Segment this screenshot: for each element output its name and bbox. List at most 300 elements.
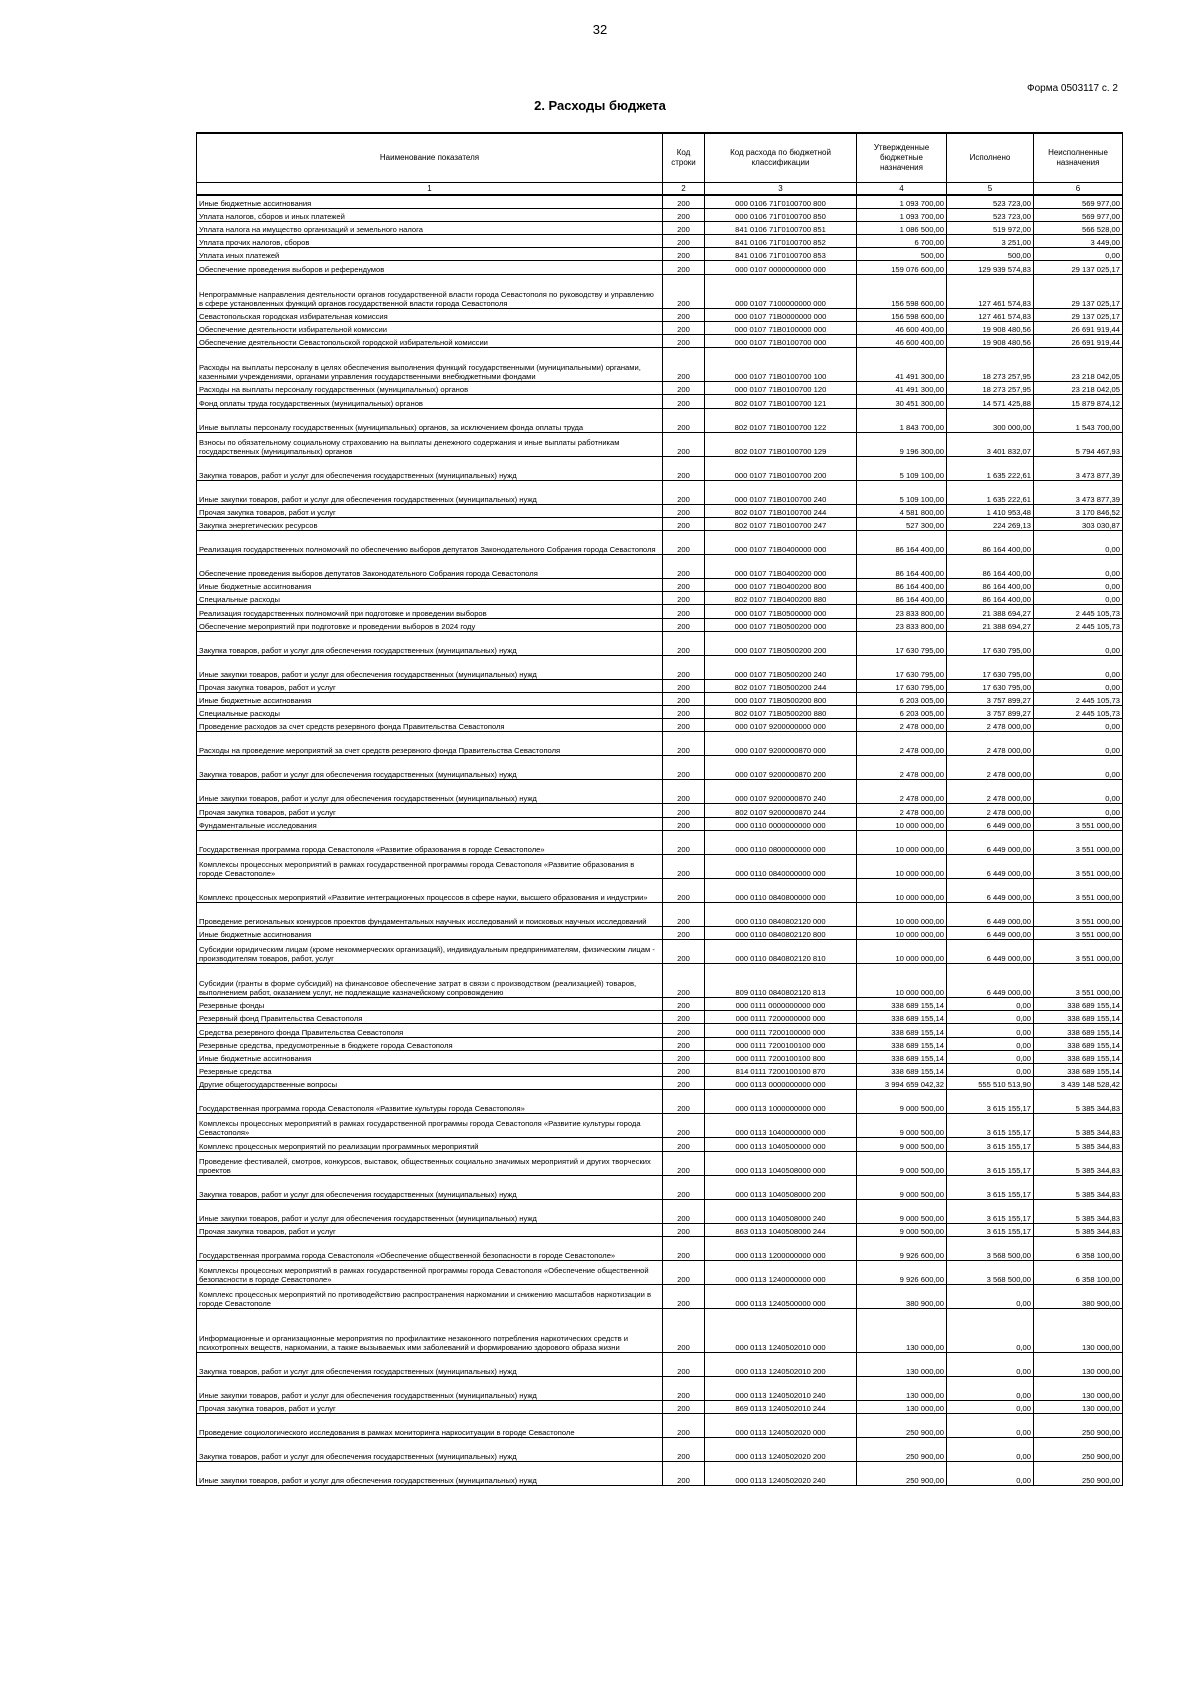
row-line-code: 200 [663,679,705,692]
row-executed: 0,00 [947,1050,1034,1063]
row-name: Реализация государственных полномочий при подготовке и проведении выборов [197,605,663,618]
row-name: Иные бюджетные ассигнования [197,926,663,939]
row-budget-code: 000 0113 1240502010 200 [705,1352,857,1376]
row-name: Непрограммные направления деятельности органов государственной власти города Севастополя по руководству и управлению в сфере установленных функций органов государственной власти города Севастополя [197,274,663,308]
row-line-code: 200 [663,1077,705,1090]
row-remaining: 6 358 100,00 [1034,1260,1123,1284]
row-budget-code: 000 0107 9200000870 200 [705,756,857,780]
row-line-code: 200 [663,308,705,321]
row-remaining: 338 689 155,14 [1034,1024,1123,1037]
row-executed: 3 615 155,17 [947,1199,1034,1223]
row-executed: 6 449 000,00 [947,940,1034,964]
row-budget-code: 000 0113 1000000000 000 [705,1090,857,1114]
row-budget-code: 802 0107 71В0100700 121 [705,395,857,408]
row-executed: 3 615 155,17 [947,1114,1034,1138]
row-approved: 10 000 000,00 [857,926,947,939]
row-budget-code: 000 0111 7200000000 000 [705,1011,857,1024]
row-line-code: 200 [663,854,705,878]
row-executed: 18 273 257,95 [947,382,1034,395]
row-line-code: 200 [663,1090,705,1114]
row-executed: 6 449 000,00 [947,830,1034,854]
row-approved: 130 000,00 [857,1308,947,1352]
row-executed: 3 757 899,27 [947,692,1034,705]
row-line-code: 200 [663,804,705,817]
row-budget-code: 000 0106 71Г0100700 850 [705,208,857,221]
row-executed: 0,00 [947,1308,1034,1352]
page-title: 2. Расходы бюджета [534,98,666,113]
row-approved: 86 164 400,00 [857,530,947,554]
table-row [197,1175,1123,1199]
row-executed: 0,00 [947,1400,1034,1413]
table-row [197,902,1123,926]
table-row [197,1308,1123,1352]
row-budget-code: 869 0113 1240502010 244 [705,1400,857,1413]
row-budget-code: 000 0110 0840802120 000 [705,902,857,926]
row-executed: 1 635 222,61 [947,480,1034,504]
table-row [197,208,1123,221]
row-name: Фундаментальные исследования [197,817,663,830]
row-remaining: 0,00 [1034,679,1123,692]
row-budget-code: 000 0107 71В0500200 200 [705,631,857,655]
table-row [197,605,1123,618]
row-approved: 338 689 155,14 [857,1050,947,1063]
row-budget-code: 841 0106 71Г0100700 853 [705,248,857,261]
row-remaining: 0,00 [1034,756,1123,780]
table-row [197,1223,1123,1236]
table-row [197,274,1123,308]
row-approved: 30 451 300,00 [857,395,947,408]
row-remaining: 3 551 000,00 [1034,878,1123,902]
row-approved: 527 300,00 [857,517,947,530]
row-name: Проведение социологического исследования в рамках мониторинга наркоситуации в городе Севастополе [197,1413,663,1437]
row-line-code: 200 [663,1437,705,1461]
column-number: 2 [663,183,705,196]
table-row [197,719,1123,732]
row-remaining: 5 385 344,83 [1034,1223,1123,1236]
row-name: Уплата прочих налогов, сборов [197,235,663,248]
row-executed: 17 630 795,00 [947,655,1034,679]
row-remaining: 130 000,00 [1034,1308,1123,1352]
row-remaining: 1 543 700,00 [1034,408,1123,432]
row-budget-code: 000 0106 71Г0100700 800 [705,195,857,208]
table-row [197,830,1123,854]
row-executed: 86 164 400,00 [947,554,1034,578]
expenses-table [196,132,1123,1486]
row-remaining: 338 689 155,14 [1034,998,1123,1011]
row-budget-code: 802 0107 71В0100700 129 [705,432,857,456]
table-row [197,1011,1123,1024]
row-remaining: 338 689 155,14 [1034,1011,1123,1024]
table-row [197,221,1123,234]
row-remaining: 3 551 000,00 [1034,964,1123,998]
table-row [197,804,1123,817]
row-line-code: 200 [663,456,705,480]
row-approved: 1 086 500,00 [857,221,947,234]
table-row [197,261,1123,274]
row-executed: 6 449 000,00 [947,926,1034,939]
row-approved: 130 000,00 [857,1400,947,1413]
table-row [197,321,1123,334]
row-name: Севастопольская городская избирательная комиссия [197,308,663,321]
row-line-code: 200 [663,554,705,578]
row-approved: 9 000 500,00 [857,1114,947,1138]
table-row [197,578,1123,591]
row-approved: 159 076 600,00 [857,261,947,274]
row-line-code: 200 [663,248,705,261]
row-executed: 0,00 [947,1376,1034,1400]
row-approved: 500,00 [857,248,947,261]
row-remaining: 5 385 344,83 [1034,1199,1123,1223]
row-budget-code: 000 0110 0800000000 000 [705,830,857,854]
row-executed: 2 478 000,00 [947,780,1034,804]
row-budget-code: 000 0113 1240500000 000 [705,1284,857,1308]
row-approved: 130 000,00 [857,1376,947,1400]
row-remaining: 338 689 155,14 [1034,1063,1123,1076]
row-remaining: 5 385 344,83 [1034,1090,1123,1114]
row-remaining: 29 137 025,17 [1034,274,1123,308]
table-row [197,732,1123,756]
row-name: Проведение региональных конкурсов проектов фундаментальных научных исследований и поисковых научных исследований [197,902,663,926]
row-approved: 1 093 700,00 [857,195,947,208]
table-row [197,1063,1123,1076]
table-row [197,248,1123,261]
table-row [197,631,1123,655]
row-line-code: 200 [663,719,705,732]
row-executed: 300 000,00 [947,408,1034,432]
row-remaining: 3 439 148 528,42 [1034,1077,1123,1090]
row-name: Резервные средства, предусмотренные в бюджете города Севастополя [197,1037,663,1050]
row-remaining: 130 000,00 [1034,1352,1123,1376]
row-approved: 2 478 000,00 [857,804,947,817]
row-approved: 9 000 500,00 [857,1138,947,1151]
row-name: Прочая закупка товаров, работ и услуг [197,504,663,517]
row-name: Расходы на проведение мероприятий за счет средств резервного фонда Правительства Севастополя [197,732,663,756]
row-budget-code: 000 0107 71В0100700 120 [705,382,857,395]
table-row [197,706,1123,719]
row-name: Иные выплаты персоналу государственных (муниципальных) органов, за исключением фонда оплаты труда [197,408,663,432]
row-line-code: 200 [663,1461,705,1485]
row-remaining: 3 551 000,00 [1034,854,1123,878]
row-remaining: 0,00 [1034,530,1123,554]
row-executed: 19 908 480,56 [947,335,1034,348]
table-row [197,1037,1123,1050]
row-budget-code: 000 0107 9200000870 240 [705,780,857,804]
row-executed: 19 908 480,56 [947,321,1034,334]
row-remaining: 0,00 [1034,554,1123,578]
row-executed: 0,00 [947,1437,1034,1461]
row-name: Обеспечение деятельности избирательной комиссии [197,321,663,334]
row-budget-code: 809 0110 0840802120 813 [705,964,857,998]
row-name: Государственная программа города Севастополя «Обеспечение общественной безопасности в городе Севастополе» [197,1236,663,1260]
row-budget-code: 000 0107 71В0000000 000 [705,308,857,321]
row-name: Иные закупки товаров, работ и услуг для обеспечения государственных (муниципальных) нужд [197,1376,663,1400]
row-approved: 86 164 400,00 [857,592,947,605]
row-remaining: 3 170 846,52 [1034,504,1123,517]
row-approved: 10 000 000,00 [857,940,947,964]
row-approved: 9 000 500,00 [857,1199,947,1223]
row-executed: 3 615 155,17 [947,1090,1034,1114]
row-remaining: 0,00 [1034,719,1123,732]
column-number: 5 [947,183,1034,196]
row-remaining: 380 900,00 [1034,1284,1123,1308]
row-budget-code: 802 0107 71В0400200 880 [705,592,857,605]
column-header-budget-code: Код расхода по бюджетной классификации [705,133,857,183]
table-row [197,817,1123,830]
row-line-code: 200 [663,878,705,902]
row-remaining: 5 385 344,83 [1034,1138,1123,1151]
row-name: Обеспечение мероприятий при подготовке и проведении выборов в 2024 году [197,618,663,631]
row-executed: 0,00 [947,1011,1034,1024]
row-budget-code: 841 0106 71Г0100700 851 [705,221,857,234]
row-line-code: 200 [663,1199,705,1223]
row-budget-code: 000 0107 7100000000 000 [705,274,857,308]
table-row [197,692,1123,705]
row-budget-code: 000 0107 71В0500200 240 [705,655,857,679]
row-name: Субсидии (гранты в форме субсидий) на финансовое обеспечение затрат в связи с производством (реализацией) товаров, выполнением работ, оказанием услуг, не подлежащие казначейскому сопровождению [197,964,663,998]
row-approved: 338 689 155,14 [857,1037,947,1050]
row-approved: 17 630 795,00 [857,655,947,679]
row-approved: 9 196 300,00 [857,432,947,456]
row-approved: 17 630 795,00 [857,679,947,692]
table-row [197,1376,1123,1400]
row-approved: 130 000,00 [857,1352,947,1376]
expenses-table-wrapper [196,132,1122,1486]
column-header-name: Наименование показателя [197,133,663,183]
row-budget-code: 000 0110 0840000000 000 [705,854,857,878]
table-row [197,348,1123,382]
table-body [197,195,1123,1485]
row-remaining: 250 900,00 [1034,1437,1123,1461]
row-line-code: 200 [663,756,705,780]
row-budget-code: 802 0107 71В0100700 247 [705,517,857,530]
row-executed: 1 635 222,61 [947,456,1034,480]
row-line-code: 200 [663,348,705,382]
row-executed: 17 630 795,00 [947,631,1034,655]
table-row [197,1461,1123,1485]
row-approved: 1 093 700,00 [857,208,947,221]
row-remaining: 0,00 [1034,780,1123,804]
row-remaining: 0,00 [1034,592,1123,605]
row-line-code: 200 [663,1024,705,1037]
table-row [197,998,1123,1011]
row-budget-code: 000 0110 0840802120 800 [705,926,857,939]
row-executed: 21 388 694,27 [947,605,1034,618]
row-budget-code: 000 0107 71В0100000 000 [705,321,857,334]
table-row [197,456,1123,480]
row-line-code: 200 [663,631,705,655]
row-budget-code: 000 0110 0840800000 000 [705,878,857,902]
row-name: Комплекс процессных мероприятий по реализации программных мероприятий [197,1138,663,1151]
row-name: Закупка товаров, работ и услуг для обеспечения государственных (муниципальных) нужд [197,1437,663,1461]
row-budget-code: 000 0113 1240502020 200 [705,1437,857,1461]
row-name: Комплекс процессных мероприятий «Развитие интеграционных процессов в сфере науки, высшего образования и индустрии» [197,878,663,902]
row-remaining: 0,00 [1034,631,1123,655]
row-executed: 0,00 [947,998,1034,1011]
table-row [197,1413,1123,1437]
row-remaining: 3 449,00 [1034,235,1123,248]
row-line-code: 200 [663,321,705,334]
row-budget-code: 000 0107 71В0100700 200 [705,456,857,480]
row-name: Комплексы процессных мероприятий в рамках государственной программы города Севастополя «Обеспечение общественной безопасности в городе Севастополе» [197,1260,663,1284]
table-row [197,1114,1123,1138]
row-executed: 3 251,00 [947,235,1034,248]
table-row [197,964,1123,998]
row-name: Резервные средства [197,1063,663,1076]
row-approved: 86 164 400,00 [857,554,947,578]
row-remaining: 23 218 042,05 [1034,382,1123,395]
row-approved: 1 843 700,00 [857,408,947,432]
column-number: 4 [857,183,947,196]
row-approved: 338 689 155,14 [857,998,947,1011]
row-remaining: 6 358 100,00 [1034,1236,1123,1260]
row-line-code: 200 [663,1413,705,1437]
row-remaining: 0,00 [1034,732,1123,756]
row-executed: 3 568 500,00 [947,1236,1034,1260]
row-line-code: 200 [663,480,705,504]
row-approved: 9 000 500,00 [857,1151,947,1175]
row-approved: 6 203 005,00 [857,706,947,719]
row-budget-code: 000 0111 7200100000 000 [705,1024,857,1037]
row-remaining: 5 794 467,93 [1034,432,1123,456]
row-executed: 0,00 [947,1284,1034,1308]
table-row [197,1077,1123,1090]
row-line-code: 200 [663,1284,705,1308]
row-approved: 17 630 795,00 [857,631,947,655]
row-remaining: 3 551 000,00 [1034,817,1123,830]
column-header-approved: Утвержденные бюджетные назначения [857,133,947,183]
row-budget-code: 000 0107 71В0100700 100 [705,348,857,382]
row-name: Уплата налогов, сборов и иных платежей [197,208,663,221]
row-executed: 3 615 155,17 [947,1151,1034,1175]
table-row [197,480,1123,504]
row-name: Взносы по обязательному социальному страхованию на выплаты денежного содержания и иные выплаты работникам государственных (муниципальных) органов [197,432,663,456]
row-budget-code: 802 0107 71В0500200 244 [705,679,857,692]
row-approved: 2 478 000,00 [857,780,947,804]
column-number: 3 [705,183,857,196]
row-line-code: 200 [663,926,705,939]
table-row [197,878,1123,902]
row-name: Закупка товаров, работ и услуг для обеспечения государственных (муниципальных) нужд [197,631,663,655]
table-row [197,530,1123,554]
table-row [197,926,1123,939]
row-budget-code: 000 0113 1240502010 000 [705,1308,857,1352]
row-approved: 250 900,00 [857,1413,947,1437]
row-executed: 127 461 574,83 [947,308,1034,321]
row-name: Государственная программа города Севастополя «Развитие культуры города Севастополя» [197,1090,663,1114]
row-executed: 2 478 000,00 [947,756,1034,780]
table-row [197,1024,1123,1037]
table-row [197,432,1123,456]
row-line-code: 200 [663,261,705,274]
row-executed: 3 615 155,17 [947,1138,1034,1151]
row-line-code: 200 [663,902,705,926]
row-executed: 17 630 795,00 [947,679,1034,692]
row-remaining: 0,00 [1034,804,1123,817]
row-executed: 2 478 000,00 [947,804,1034,817]
row-line-code: 200 [663,830,705,854]
row-executed: 0,00 [947,1024,1034,1037]
row-approved: 9 000 500,00 [857,1090,947,1114]
row-name: Другие общегосударственные вопросы [197,1077,663,1090]
row-budget-code: 000 0107 71В0500200 800 [705,692,857,705]
row-name: Специальные расходы [197,592,663,605]
table-row [197,1400,1123,1413]
row-approved: 9 926 600,00 [857,1260,947,1284]
table-row [197,195,1123,208]
row-name: Расходы на выплаты персоналу государственных (муниципальных) органов [197,382,663,395]
row-executed: 224 269,13 [947,517,1034,530]
row-name: Иные бюджетные ассигнования [197,692,663,705]
table-row [197,1138,1123,1151]
row-line-code: 200 [663,1352,705,1376]
table-row [197,308,1123,321]
row-name: Резервные фонды [197,998,663,1011]
row-approved: 41 491 300,00 [857,348,947,382]
row-remaining: 3 551 000,00 [1034,940,1123,964]
row-line-code: 200 [663,1011,705,1024]
row-approved: 10 000 000,00 [857,878,947,902]
column-number: 6 [1034,183,1123,196]
row-executed: 3 401 832,07 [947,432,1034,456]
row-name: Иные закупки товаров, работ и услуг для обеспечения государственных (муниципальных) нужд [197,1461,663,1485]
row-line-code: 200 [663,998,705,1011]
row-executed: 0,00 [947,1461,1034,1485]
row-executed: 523 723,00 [947,208,1034,221]
row-executed: 3 568 500,00 [947,1260,1034,1284]
table-row [197,235,1123,248]
row-name: Закупка энергетических ресурсов [197,517,663,530]
row-budget-code: 000 0111 7200100100 000 [705,1037,857,1050]
row-executed: 14 571 425,88 [947,395,1034,408]
row-line-code: 200 [663,964,705,998]
row-budget-code: 000 0113 1240502020 000 [705,1413,857,1437]
row-approved: 2 478 000,00 [857,756,947,780]
row-approved: 338 689 155,14 [857,1011,947,1024]
row-approved: 10 000 000,00 [857,817,947,830]
row-approved: 156 598 600,00 [857,274,947,308]
row-approved: 86 164 400,00 [857,578,947,591]
row-executed: 21 388 694,27 [947,618,1034,631]
row-budget-code: 802 0107 9200000870 244 [705,804,857,817]
table-row [197,940,1123,964]
row-remaining: 15 879 874,12 [1034,395,1123,408]
row-budget-code: 000 0113 1040508000 200 [705,1175,857,1199]
row-executed: 2 478 000,00 [947,719,1034,732]
row-line-code: 200 [663,1151,705,1175]
row-remaining: 0,00 [1034,248,1123,261]
row-line-code: 200 [663,195,705,208]
row-executed: 86 164 400,00 [947,578,1034,591]
row-budget-code: 000 0107 9200000870 000 [705,732,857,756]
row-line-code: 200 [663,1138,705,1151]
row-name: Прочая закупка товаров, работ и услуг [197,679,663,692]
row-name: Средства резервного фонда Правительства Севастополя [197,1024,663,1037]
row-remaining: 3 551 000,00 [1034,902,1123,926]
table-row [197,756,1123,780]
row-name: Информационные и организационные мероприятия по профилактике незаконного потребления наркотических средств и психотропных веществ, наркомании, а также вызываемых ими заболеваний и формированию здорового образа жизни [197,1308,663,1352]
row-remaining: 2 445 105,73 [1034,618,1123,631]
row-executed: 0,00 [947,1413,1034,1437]
row-approved: 46 600 400,00 [857,321,947,334]
table-header-row [197,133,1123,183]
row-line-code: 200 [663,1063,705,1076]
row-name: Обеспечение деятельности Севастопольской городской избирательной комиссии [197,335,663,348]
row-remaining: 3 473 877,39 [1034,480,1123,504]
row-budget-code: 000 0107 71В0400200 000 [705,554,857,578]
row-budget-code: 802 0107 71В0500200 880 [705,706,857,719]
table-row [197,679,1123,692]
row-approved: 46 600 400,00 [857,335,947,348]
